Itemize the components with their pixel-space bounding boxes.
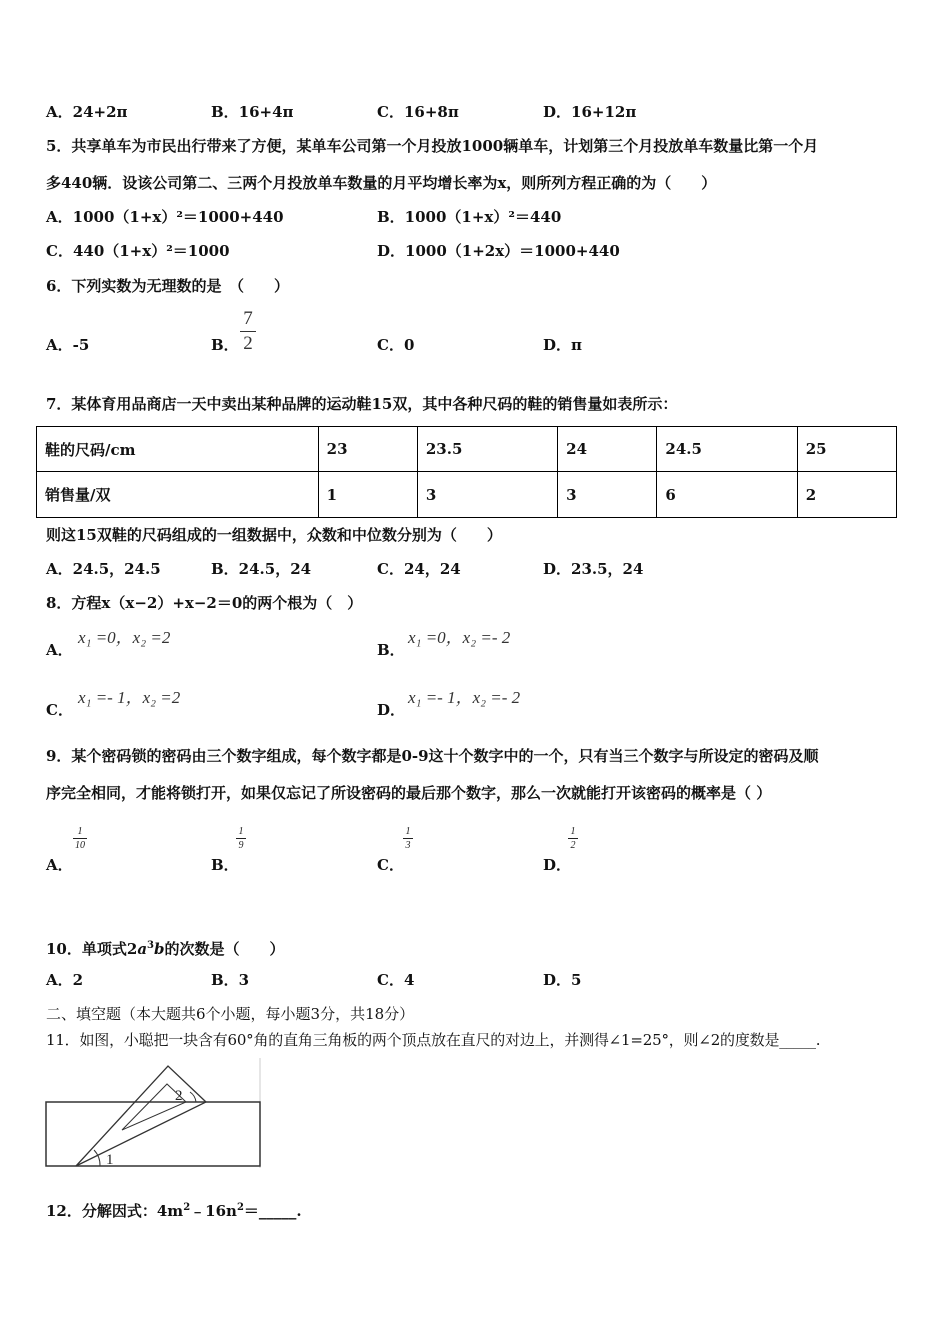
q5-option-d: D．1000（1+2x）＝1000+440 <box>377 242 620 260</box>
q9-option-d-label: D． <box>543 856 572 874</box>
q10-stem-text: 10．单项式2 <box>46 940 138 958</box>
q9-a-denominator: 10 <box>75 840 85 851</box>
q10-stem <box>46 936 285 959</box>
angle-2-label: 2 <box>175 1088 183 1104</box>
q8-option-a-math: x₁ =0，x₂ =2 <box>78 628 171 647</box>
table-cell: 23 <box>318 427 417 472</box>
q12-exp1: 2 <box>183 1202 191 1213</box>
q7-option-c: C．24，24 <box>377 560 461 578</box>
ruler-triangle-figure <box>40 1058 265 1173</box>
q10-option-c: C．4 <box>377 971 415 989</box>
q9-d-denominator: 2 <box>570 840 576 851</box>
q5-option-b: B．1000（1+x）²＝440 <box>377 208 562 226</box>
q6-b-numerator: 7 <box>243 308 253 329</box>
q9-stem-line1: 9．某个密码锁的密码由三个数字组成，每个数字都是0-9这十个数字中的一个，只有当三个数字与所设定的密码及顺 <box>46 747 819 765</box>
table-cell: 24.5 <box>657 427 797 472</box>
q8-option-c-label: C． <box>46 701 73 719</box>
q12-text-mid: ﹣16n <box>190 1202 237 1220</box>
q5-option-c: C．440（1+x）²＝1000 <box>46 242 230 260</box>
q8-option-d-label: D． <box>377 701 406 719</box>
q9-a-numerator: 1 <box>77 826 83 837</box>
q9-b-numerator: 1 <box>238 826 244 837</box>
q8-option-c-math: x₁ =- 1，x₂ =2 <box>78 688 181 707</box>
q7-option-a: A．24.5，24.5 <box>46 560 161 578</box>
q8-stem: 8．方程x（x−2）+x−2＝0的两个根为（ ） <box>46 594 363 612</box>
q9-d-numerator: 1 <box>570 826 576 837</box>
q9-option-c-fraction <box>403 826 413 851</box>
q8-option-a-label: A． <box>46 641 73 659</box>
q8-option-b-math: x₁ =0，x₂ =- 2 <box>408 628 511 647</box>
q9-stem-line2: 序完全相同，才能将锁打开，如果仅忘记了所设密码的最后那个数字，那么一次就能打开该密码的概率是（ ） <box>46 784 772 802</box>
table-cell: 24 <box>558 427 657 472</box>
q9-option-c-label: C． <box>377 856 404 874</box>
q10-option-a: A．2 <box>46 971 84 989</box>
table-cell: 2 <box>797 472 896 518</box>
table-cell: 25 <box>797 427 896 472</box>
q10-exponent: 3 <box>147 940 155 951</box>
q12-text: 12．分解因式：4m <box>46 1202 184 1220</box>
q6-option-c: C．0 <box>377 336 415 354</box>
angle-1-label: 1 <box>106 1152 114 1168</box>
table-cell: 23.5 <box>417 427 557 472</box>
q6-option-d: D．π <box>543 336 582 354</box>
q6-option-b-label: B． <box>211 336 239 354</box>
q4-option-b: B．16+4π <box>211 103 294 121</box>
q6-option-b-fraction <box>240 310 256 353</box>
q7-stem: 7．某体育用品商店一天中卖出某种品牌的运动鞋15双，其中各种尺码的鞋的销售量如表所示： <box>46 395 678 413</box>
table-cell: 6 <box>657 472 797 518</box>
shoe-sales-table <box>36 426 897 518</box>
q8-option-d-math: x₁ =- 1，x₂ =- 2 <box>408 688 521 707</box>
q12-stem <box>46 1198 302 1221</box>
q9-option-a-label: A． <box>46 856 73 874</box>
section-heading: 二、填空题（本大题共6个小题，每小题3分，共18分） <box>46 1005 415 1023</box>
q10-stem-tail: 的次数是（ ） <box>164 940 285 958</box>
table-cell: 销售量/双 <box>37 472 319 518</box>
q4-option-a: A．24+2π <box>46 103 128 121</box>
q9-c-denominator: 3 <box>405 840 411 851</box>
q6-b-denominator: 2 <box>243 333 253 354</box>
q9-c-numerator: 1 <box>405 826 411 837</box>
q10-var-a: a <box>137 940 148 958</box>
q10-option-d: D．5 <box>543 971 582 989</box>
table-cell: 1 <box>318 472 417 518</box>
q9-b-denominator: 9 <box>238 840 244 851</box>
q4-option-c: C．16+8π <box>377 103 459 121</box>
q7-followup: 则这15双鞋的尺码组成的一组数据中，众数和中位数分别为（ ） <box>46 526 502 544</box>
q9-option-b-fraction <box>236 826 246 851</box>
q10-option-b: B．3 <box>211 971 250 989</box>
table-row <box>37 472 897 518</box>
q11-stem: 11．如图，小聪把一块含有60°角的直角三角板的两个顶点放在直尺的对边上，并测得∠1=25°，则∠2的度数是_____. <box>46 1031 821 1049</box>
q9-option-b-label: B． <box>211 856 239 874</box>
q4-option-d: D．16+12π <box>543 103 637 121</box>
table-header-row <box>37 427 897 472</box>
table-cell: 3 <box>558 472 657 518</box>
q9-option-a-fraction <box>73 826 87 851</box>
table-cell: 鞋的尺码/cm <box>37 427 319 472</box>
q12-text-tail: ＝_____. <box>243 1202 302 1220</box>
q7-option-d: D．23.5，24 <box>543 560 644 578</box>
q6-stem: 6．下列实数为无理数的是 （ ） <box>46 277 289 295</box>
table-cell: 3 <box>417 472 557 518</box>
q10-var-b: b <box>154 940 165 958</box>
q7-option-b: B．24.5，24 <box>211 560 312 578</box>
ruler-shape <box>46 1102 260 1166</box>
q5-stem-line2: 多440辆．设该公司第二、三两个月投放单车数量的月平均增长率为x，则所列方程正确的为（ ） <box>46 174 717 192</box>
q12-exp2: 2 <box>236 1202 244 1213</box>
q5-stem-line1: 5．共享单车为市民出行带来了方便，某单车公司第一个月投放1000辆单车，计划第三个月投放单车数量比第一个月 <box>46 137 819 155</box>
q6-option-a: A．-5 <box>46 336 90 354</box>
q5-option-a: A．1000（1+x）²＝1000+440 <box>46 208 284 226</box>
q8-option-b-label: B． <box>377 641 405 659</box>
q9-option-d-fraction <box>568 826 578 851</box>
